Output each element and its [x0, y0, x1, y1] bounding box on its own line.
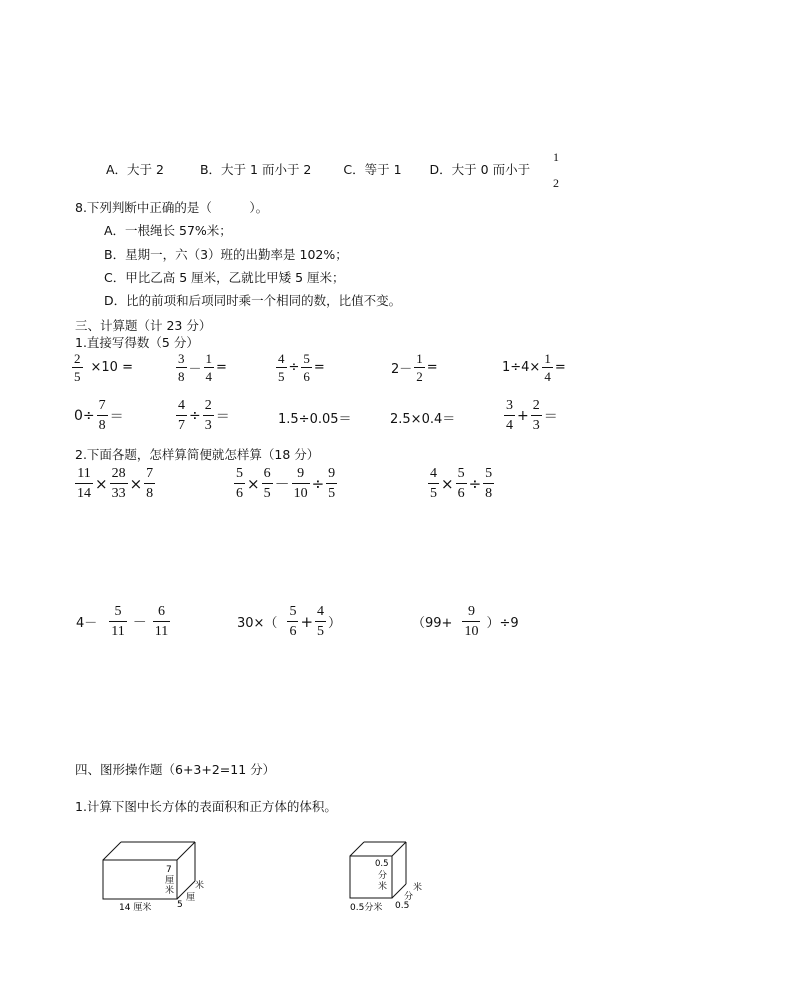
- q7-option-b: B．大于 1 而小于 2: [199, 162, 312, 177]
- direct-problem-2: $\frac{3}{8}$ － $\frac{1}{4}$ =: [178, 351, 227, 384]
- fraction-denominator: 2: [553, 176, 559, 190]
- direct-problem-6: 0÷ $\frac{7}{8}$ ＝: [74, 398, 124, 433]
- q8-stem: 8.下列判断中正确的是（ ）。: [75, 200, 269, 215]
- direct-problem-1: $\frac{2}{5}$ ×10 =: [74, 351, 133, 384]
- section3-title: 三、计算题（计 23 分）: [75, 318, 212, 333]
- direct-problem-3: $\frac{4}{5}$ ÷ $\frac{5}{6}$ =: [278, 351, 325, 384]
- q7-option-d: D．大于 0 而小于: [429, 162, 531, 177]
- direct-problem-9: 2.5×0.4＝: [390, 412, 456, 427]
- cuboid-width-unit-2: 米: [195, 881, 205, 891]
- simplify-problem-2: $\frac{5}{6}$ × $\frac{6}{5}$ － $\frac{9}{10}$ ÷ $\frac{9}{5}$: [236, 466, 336, 501]
- simplify-problem-1: $\frac{11}{14}$ × $\frac{28}{33}$ × $\frac{7}{8}$: [77, 466, 154, 501]
- cuboid-length-label: 14 厘米: [119, 903, 152, 913]
- cuboid-width-number: 5: [177, 900, 183, 910]
- section4-q1: 1.计算下图中长方体的表面积和正方体的体积。: [75, 799, 337, 814]
- cuboid-width-unit-1: 厘: [186, 893, 196, 903]
- simplify-problem-4: 4－ $\frac{5}{11}$ － $\frac{6}{11}$: [76, 604, 169, 639]
- cube-side-unit-2: 米: [413, 883, 423, 893]
- q7-option-c: C．等于 1: [343, 162, 402, 177]
- direct-problem-8: 1.5÷0.05＝: [278, 412, 352, 427]
- section4-title: 四、图形操作题（6+3+2=11 分）: [75, 762, 276, 777]
- q7-option-d-fraction: [551, 150, 561, 190]
- direct-problem-7: $\frac{4}{7}$ ÷ $\frac{2}{3}$ ＝: [178, 398, 230, 433]
- simplify-problem-5: 30×（ $\frac{5}{6}$ + $\frac{4}{5}$ ）: [237, 604, 342, 639]
- cube-figure: [344, 836, 434, 918]
- cuboid-figure: [95, 836, 225, 918]
- q8-option-a: A．一根绳长 57%米；: [104, 223, 232, 238]
- section3-sub2: 2.下面各题，怎样算简便就怎样算（18 分）: [75, 447, 320, 462]
- direct-problem-10: $\frac{3}{4}$ + $\frac{2}{3}$ ＝: [506, 398, 558, 433]
- section3-sub1: 1.直接写得数（5 分）: [75, 335, 199, 350]
- cuboid-height-number: 7: [166, 865, 172, 875]
- fraction-numerator: 1: [553, 150, 559, 164]
- cube-side-unit-1: 分: [404, 892, 414, 902]
- direct-problem-4: 2－ $\frac{1}{2}$ =: [391, 351, 438, 384]
- cuboid-height-unit-2: 米: [165, 886, 175, 896]
- cube-height-unit-1: 分: [378, 871, 388, 881]
- q8-option-b: B．星期一，六（3）班的出勤率是 102%；: [104, 247, 348, 262]
- q8-option-d: D．比的前项和后项同时乘一个相同的数，比值不变。: [104, 293, 402, 308]
- direct-problem-5: 1÷4× $\frac{1}{4}$ =: [502, 351, 566, 384]
- cube-height-number: 0.5: [375, 859, 389, 869]
- cuboid-height-unit-1: 厘: [165, 876, 175, 886]
- simplify-problem-6: （99+ $\frac{9}{10}$ ）÷9: [412, 604, 519, 639]
- cube-side-number: 0.5: [395, 901, 410, 911]
- cube-bottom-label: 0.5分米: [350, 903, 383, 913]
- q7-options: [106, 160, 530, 178]
- cube-height-unit-2: 米: [378, 882, 388, 892]
- q7-option-a: A．大于 2: [106, 162, 164, 177]
- q8-option-c: C．甲比乙高 5 厘米，乙就比甲矮 5 厘米；: [104, 270, 345, 285]
- simplify-problem-3: $\frac{4}{5}$ × $\frac{5}{6}$ ÷ $\frac{5}{8}$: [430, 466, 493, 501]
